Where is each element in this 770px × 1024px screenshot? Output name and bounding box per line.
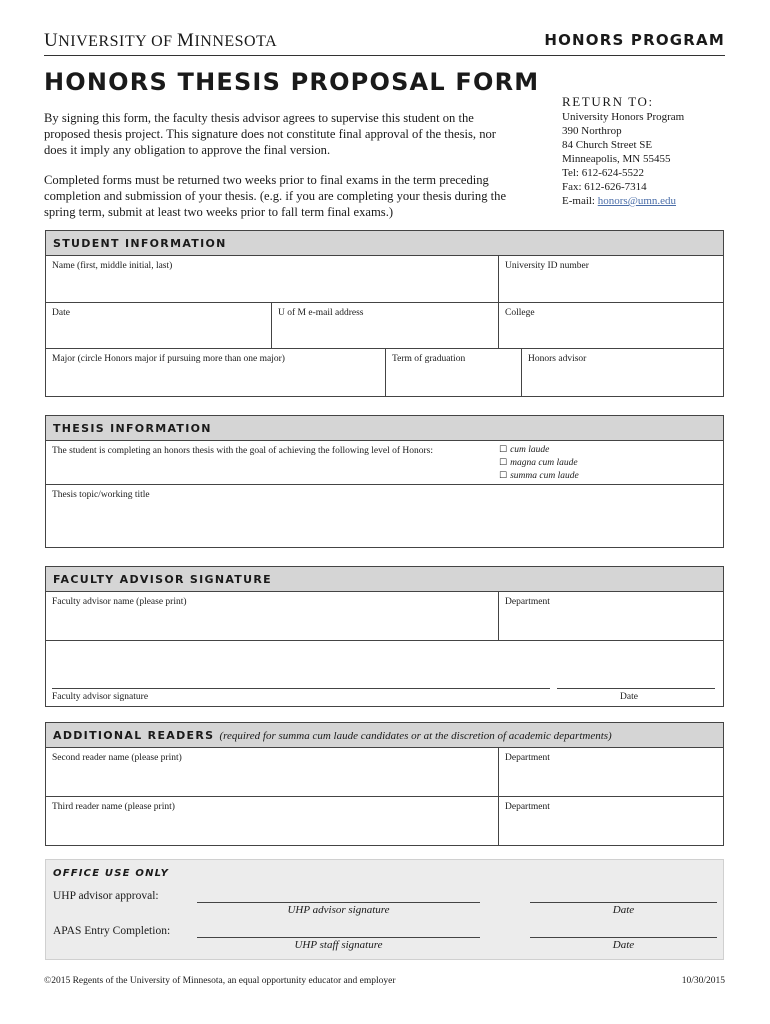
email-link[interactable]: honors@umn.edu <box>597 195 677 207</box>
third-reader-name-field[interactable]: Third reader name (please print) <box>46 797 499 845</box>
apas-date-caption: Date <box>612 939 635 951</box>
additional-readers-section <box>45 722 724 846</box>
honors-advisor-field[interactable]: Honors advisor <box>528 354 587 364</box>
magna-cum-laude-option[interactable]: ☐ magna cum laude <box>499 458 578 468</box>
date-line[interactable] <box>557 688 715 689</box>
second-reader-department-field[interactable]: Department <box>505 753 550 763</box>
checkbox-icon: ☐ <box>499 445 508 455</box>
college-field[interactable]: College <box>505 308 535 318</box>
honors-level-options <box>493 441 723 484</box>
header-rule <box>44 55 725 56</box>
term-of-graduation-field[interactable]: Term of graduation <box>386 349 522 396</box>
checkbox-icon: ☐ <box>499 471 508 481</box>
phone: Tel: 612-624-5522 <box>562 167 645 179</box>
uhp-date-caption: Date <box>612 904 635 916</box>
faculty-department-field[interactable]: Department <box>505 597 550 607</box>
apas-signature-line[interactable] <box>197 937 480 938</box>
section-heading: ADDITIONAL READERS (required for summa cum laude candidates or at the discretion of academic departments) <box>46 723 723 748</box>
cum-laude-option[interactable]: ☐ cum laude <box>499 445 550 455</box>
fax: Fax: 612-626-7314 <box>562 181 647 193</box>
umn-email-field[interactable]: U of M e-mail address <box>272 303 499 348</box>
faculty-signature-area <box>46 641 723 706</box>
address-line: 84 Church Street SE <box>562 139 653 151</box>
section-heading: FACULTY ADVISOR SIGNATURE <box>46 567 723 592</box>
signature-label: Faculty advisor signature <box>52 692 149 702</box>
summa-cum-laude-option[interactable]: ☐ summa cum laude <box>499 471 579 481</box>
thesis-information-section <box>45 415 724 548</box>
major-field[interactable]: Major (circle Honors major if pursuing more than one major) <box>46 349 386 396</box>
student-information-section <box>45 230 724 397</box>
program-name: HONORS PROGRAM <box>544 31 725 49</box>
section-heading: STUDENT INFORMATION <box>46 231 723 256</box>
return-to-heading: RETURN TO: <box>562 94 654 109</box>
checkbox-icon: ☐ <box>499 458 508 468</box>
third-reader-department-field[interactable]: Department <box>505 802 550 812</box>
apas-entry-label: APAS Entry Completion: <box>53 925 171 937</box>
office-use-heading: OFFICE USE ONLY <box>53 868 170 879</box>
section-heading: THESIS INFORMATION <box>46 416 723 441</box>
address-line: University Honors Program <box>562 111 685 123</box>
apas-date-line[interactable] <box>530 937 717 938</box>
intro-paragraph-1: By signing this form, the faculty thesis advisor agrees to supervise this student on the proposed thesis project. This signature does not constitute final approval of the thesis, nor does it imply any obligation to approve the final version. <box>44 111 497 157</box>
faculty-advisor-name-field[interactable]: Faculty advisor name (please print) <box>46 592 499 640</box>
university-wordmark: UNIVERSITY OF MINNESOTA <box>44 30 278 51</box>
address-line: 390 Northrop <box>562 125 622 137</box>
uhp-signature-caption: UHP advisor signature <box>287 904 390 916</box>
date-field[interactable]: Date <box>46 303 272 348</box>
address-line: Minneapolis, MN 55455 <box>562 153 671 165</box>
uhp-approval-label: UHP advisor approval: <box>53 890 159 902</box>
thesis-topic-field[interactable]: Thesis topic/working title <box>52 490 150 500</box>
student-name-field[interactable]: Name (first, middle initial, last) <box>46 256 499 302</box>
office-use-section <box>45 859 724 960</box>
signature-line[interactable] <box>52 688 550 689</box>
form-title: HONORS THESIS PROPOSAL FORM <box>44 68 540 96</box>
apas-signature-caption: UHP staff signature <box>294 939 383 951</box>
revision-date: 10/30/2015 <box>681 976 725 986</box>
university-id-field[interactable]: University ID number <box>505 261 589 271</box>
uhp-signature-line[interactable] <box>197 902 480 903</box>
copyright-notice: ©2015 Regents of the University of Minnesota, an equal opportunity educator and employer <box>44 976 396 986</box>
return-address <box>562 110 684 208</box>
email-row: E-mail: honors@umn.edu <box>562 195 677 207</box>
faculty-advisor-section <box>45 566 724 707</box>
intro-paragraph-2: Completed forms must be returned two weeks prior to final exams in the term preceding completion and submission of your thesis. (e.g. if you are completing your thesis during the spring term, submit at least two weeks prior to fall term final exams.) <box>44 173 507 219</box>
second-reader-name-field[interactable]: Second reader name (please print) <box>46 748 499 796</box>
date-label: Date <box>620 692 638 702</box>
uhp-date-line[interactable] <box>530 902 717 903</box>
honors-goal-label: The student is completing an honors thesis with the goal of achieving the following level of Honors: <box>52 446 433 456</box>
